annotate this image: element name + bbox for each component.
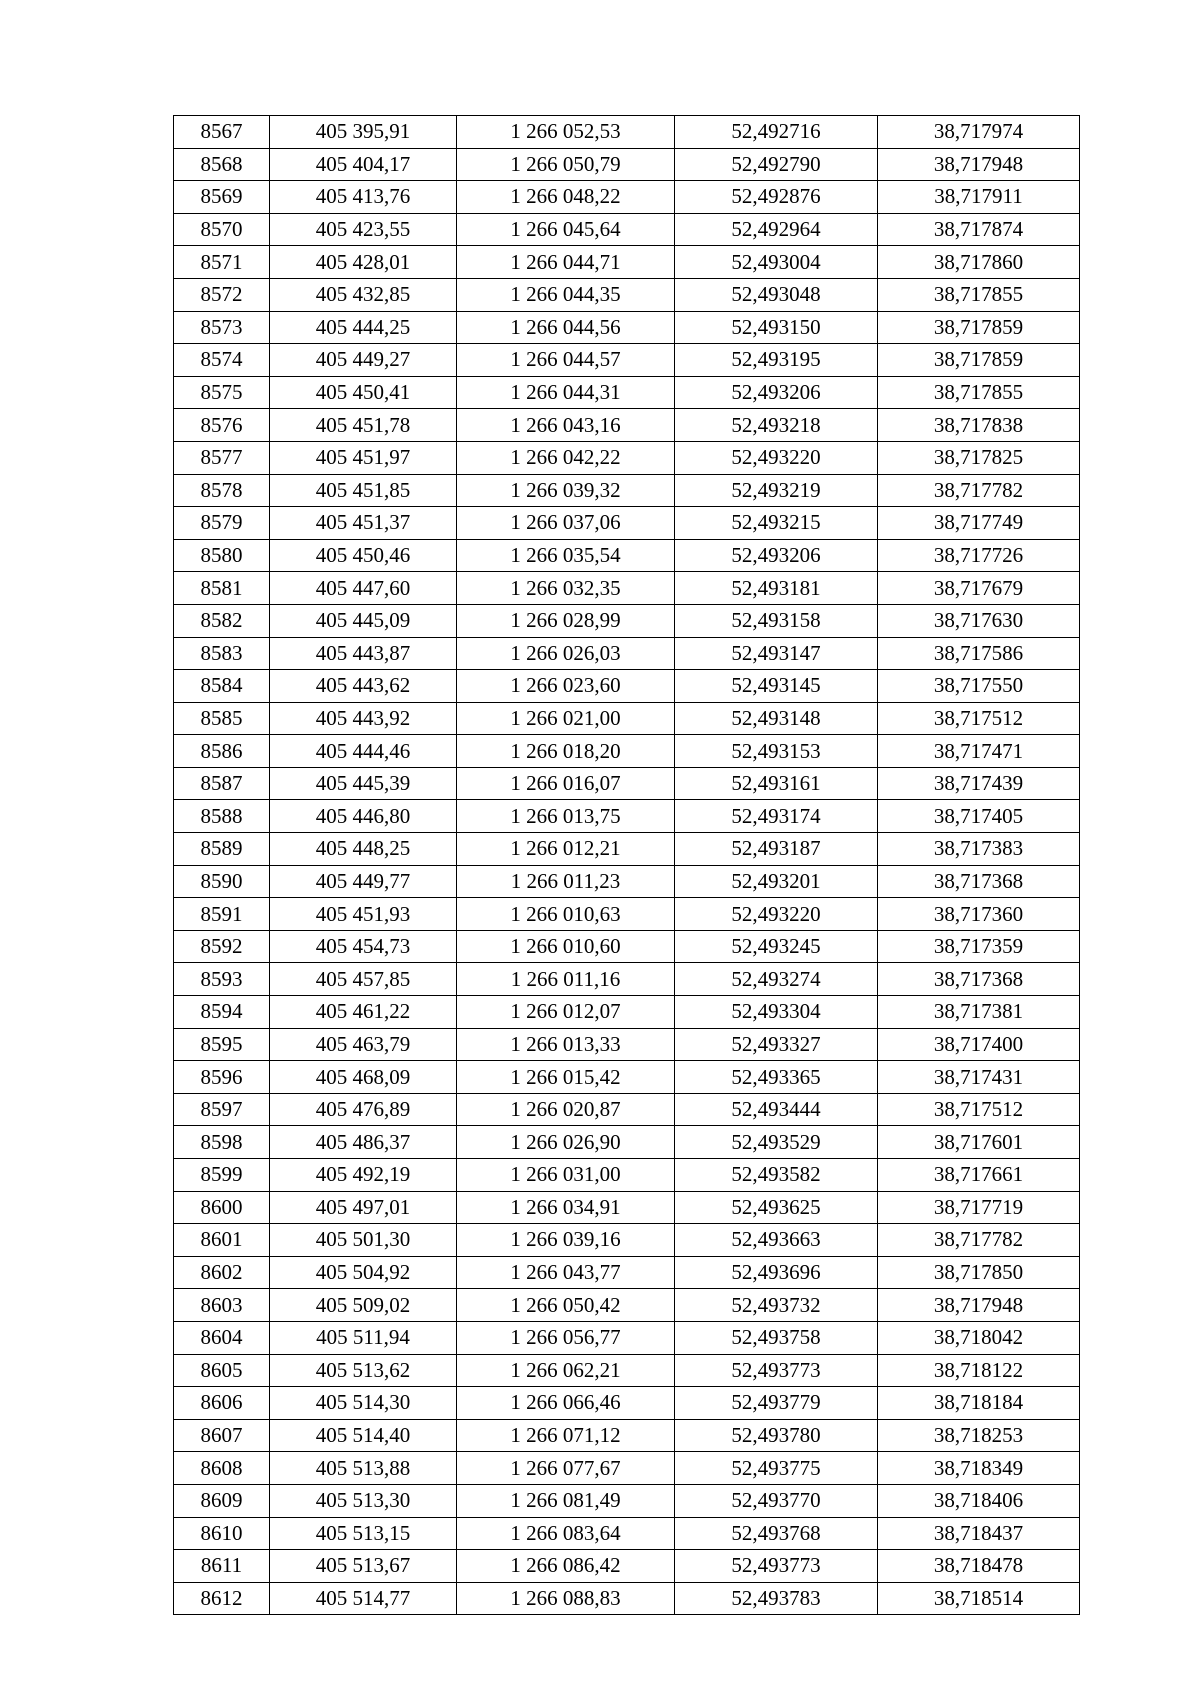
point-number-cell: 8594 xyxy=(174,996,270,1029)
table-row xyxy=(174,1224,1080,1257)
longitude-cell: 38,718042 xyxy=(878,1321,1080,1354)
latitude-cell: 52,493663 xyxy=(675,1224,878,1257)
table-row xyxy=(174,1321,1080,1354)
point-number-cell: 8597 xyxy=(174,1093,270,1126)
longitude-cell: 38,717630 xyxy=(878,604,1080,637)
y-coordinate-cell: 1 266 045,64 xyxy=(457,213,675,246)
y-coordinate-cell: 1 266 050,79 xyxy=(457,148,675,181)
x-coordinate-cell: 405 511,94 xyxy=(270,1321,457,1354)
y-coordinate-cell: 1 266 052,53 xyxy=(457,116,675,149)
table-row xyxy=(174,1028,1080,1061)
y-coordinate-cell: 1 266 044,35 xyxy=(457,278,675,311)
table-row xyxy=(174,637,1080,670)
point-number-cell: 8581 xyxy=(174,572,270,605)
table-row xyxy=(174,278,1080,311)
x-coordinate-cell: 405 443,87 xyxy=(270,637,457,670)
point-number-cell: 8608 xyxy=(174,1452,270,1485)
table-row xyxy=(174,996,1080,1029)
longitude-cell: 38,717859 xyxy=(878,311,1080,344)
longitude-cell: 38,718406 xyxy=(878,1484,1080,1517)
table-row xyxy=(174,702,1080,735)
point-number-cell: 8572 xyxy=(174,278,270,311)
y-coordinate-cell: 1 266 037,06 xyxy=(457,507,675,540)
latitude-cell: 52,493195 xyxy=(675,344,878,377)
y-coordinate-cell: 1 266 035,54 xyxy=(457,539,675,572)
x-coordinate-cell: 405 443,92 xyxy=(270,702,457,735)
point-number-cell: 8588 xyxy=(174,800,270,833)
table-row xyxy=(174,1159,1080,1192)
latitude-cell: 52,493145 xyxy=(675,670,878,703)
table-row xyxy=(174,1289,1080,1322)
table-row xyxy=(174,1191,1080,1224)
longitude-cell: 38,717439 xyxy=(878,767,1080,800)
point-number-cell: 8599 xyxy=(174,1159,270,1192)
y-coordinate-cell: 1 266 028,99 xyxy=(457,604,675,637)
x-coordinate-cell: 405 451,97 xyxy=(270,441,457,474)
latitude-cell: 52,493150 xyxy=(675,311,878,344)
y-coordinate-cell: 1 266 031,00 xyxy=(457,1159,675,1192)
point-number-cell: 8602 xyxy=(174,1256,270,1289)
longitude-cell: 38,718478 xyxy=(878,1550,1080,1583)
x-coordinate-cell: 405 457,85 xyxy=(270,963,457,996)
longitude-cell: 38,717679 xyxy=(878,572,1080,605)
table-row xyxy=(174,148,1080,181)
table-row xyxy=(174,604,1080,637)
table-row xyxy=(174,311,1080,344)
longitude-cell: 38,717948 xyxy=(878,1289,1080,1322)
y-coordinate-cell: 1 266 071,12 xyxy=(457,1419,675,1452)
longitude-cell: 38,718437 xyxy=(878,1517,1080,1550)
longitude-cell: 38,717586 xyxy=(878,637,1080,670)
point-number-cell: 8571 xyxy=(174,246,270,279)
longitude-cell: 38,717360 xyxy=(878,898,1080,931)
table-row xyxy=(174,1354,1080,1387)
latitude-cell: 52,493161 xyxy=(675,767,878,800)
latitude-cell: 52,493274 xyxy=(675,963,878,996)
x-coordinate-cell: 405 444,46 xyxy=(270,735,457,768)
latitude-cell: 52,493775 xyxy=(675,1452,878,1485)
table-row xyxy=(174,1484,1080,1517)
table-row xyxy=(174,735,1080,768)
longitude-cell: 38,717749 xyxy=(878,507,1080,540)
longitude-cell: 38,717855 xyxy=(878,376,1080,409)
y-coordinate-cell: 1 266 018,20 xyxy=(457,735,675,768)
latitude-cell: 52,493004 xyxy=(675,246,878,279)
point-number-cell: 8601 xyxy=(174,1224,270,1257)
latitude-cell: 52,493147 xyxy=(675,637,878,670)
table-row xyxy=(174,344,1080,377)
point-number-cell: 8593 xyxy=(174,963,270,996)
longitude-cell: 38,717782 xyxy=(878,1224,1080,1257)
point-number-cell: 8576 xyxy=(174,409,270,442)
point-number-cell: 8611 xyxy=(174,1550,270,1583)
y-coordinate-cell: 1 266 043,16 xyxy=(457,409,675,442)
x-coordinate-cell: 405 476,89 xyxy=(270,1093,457,1126)
point-number-cell: 8578 xyxy=(174,474,270,507)
latitude-cell: 52,492716 xyxy=(675,116,878,149)
table-row xyxy=(174,898,1080,931)
x-coordinate-cell: 405 446,80 xyxy=(270,800,457,833)
x-coordinate-cell: 405 451,85 xyxy=(270,474,457,507)
point-number-cell: 8606 xyxy=(174,1387,270,1420)
table-row xyxy=(174,1256,1080,1289)
table-row xyxy=(174,213,1080,246)
table-row xyxy=(174,767,1080,800)
point-number-cell: 8600 xyxy=(174,1191,270,1224)
latitude-cell: 52,493768 xyxy=(675,1517,878,1550)
longitude-cell: 38,717855 xyxy=(878,278,1080,311)
longitude-cell: 38,717948 xyxy=(878,148,1080,181)
longitude-cell: 38,717859 xyxy=(878,344,1080,377)
longitude-cell: 38,718253 xyxy=(878,1419,1080,1452)
table-row xyxy=(174,1093,1080,1126)
point-number-cell: 8604 xyxy=(174,1321,270,1354)
table-row xyxy=(174,1419,1080,1452)
y-coordinate-cell: 1 266 016,07 xyxy=(457,767,675,800)
table-row xyxy=(174,181,1080,214)
y-coordinate-cell: 1 266 062,21 xyxy=(457,1354,675,1387)
x-coordinate-cell: 405 451,78 xyxy=(270,409,457,442)
x-coordinate-cell: 405 514,40 xyxy=(270,1419,457,1452)
longitude-cell: 38,718349 xyxy=(878,1452,1080,1485)
table-row xyxy=(174,1387,1080,1420)
latitude-cell: 52,493245 xyxy=(675,930,878,963)
y-coordinate-cell: 1 266 011,16 xyxy=(457,963,675,996)
longitude-cell: 38,717400 xyxy=(878,1028,1080,1061)
table-row xyxy=(174,670,1080,703)
point-number-cell: 8567 xyxy=(174,116,270,149)
x-coordinate-cell: 405 514,30 xyxy=(270,1387,457,1420)
table-row xyxy=(174,507,1080,540)
latitude-cell: 52,493219 xyxy=(675,474,878,507)
latitude-cell: 52,493206 xyxy=(675,539,878,572)
latitude-cell: 52,492964 xyxy=(675,213,878,246)
point-number-cell: 8590 xyxy=(174,865,270,898)
longitude-cell: 38,717512 xyxy=(878,702,1080,735)
point-number-cell: 8569 xyxy=(174,181,270,214)
table-row xyxy=(174,246,1080,279)
point-number-cell: 8591 xyxy=(174,898,270,931)
y-coordinate-cell: 1 266 023,60 xyxy=(457,670,675,703)
x-coordinate-cell: 405 443,62 xyxy=(270,670,457,703)
x-coordinate-cell: 405 450,46 xyxy=(270,539,457,572)
x-coordinate-cell: 405 450,41 xyxy=(270,376,457,409)
x-coordinate-cell: 405 395,91 xyxy=(270,116,457,149)
latitude-cell: 52,493158 xyxy=(675,604,878,637)
table-row xyxy=(174,409,1080,442)
x-coordinate-cell: 405 449,27 xyxy=(270,344,457,377)
latitude-cell: 52,493582 xyxy=(675,1159,878,1192)
y-coordinate-cell: 1 266 010,63 xyxy=(457,898,675,931)
longitude-cell: 38,717368 xyxy=(878,963,1080,996)
latitude-cell: 52,493215 xyxy=(675,507,878,540)
longitude-cell: 38,717368 xyxy=(878,865,1080,898)
y-coordinate-cell: 1 266 077,67 xyxy=(457,1452,675,1485)
table-row xyxy=(174,1550,1080,1583)
x-coordinate-cell: 405 454,73 xyxy=(270,930,457,963)
longitude-cell: 38,717601 xyxy=(878,1126,1080,1159)
point-number-cell: 8577 xyxy=(174,441,270,474)
x-coordinate-cell: 405 513,15 xyxy=(270,1517,457,1550)
longitude-cell: 38,717661 xyxy=(878,1159,1080,1192)
table-row xyxy=(174,376,1080,409)
point-number-cell: 8598 xyxy=(174,1126,270,1159)
y-coordinate-cell: 1 266 083,64 xyxy=(457,1517,675,1550)
x-coordinate-cell: 405 504,92 xyxy=(270,1256,457,1289)
latitude-cell: 52,493773 xyxy=(675,1354,878,1387)
y-coordinate-cell: 1 266 086,42 xyxy=(457,1550,675,1583)
longitude-cell: 38,717825 xyxy=(878,441,1080,474)
longitude-cell: 38,717719 xyxy=(878,1191,1080,1224)
x-coordinate-cell: 405 509,02 xyxy=(270,1289,457,1322)
y-coordinate-cell: 1 266 011,23 xyxy=(457,865,675,898)
x-coordinate-cell: 405 447,60 xyxy=(270,572,457,605)
latitude-cell: 52,493625 xyxy=(675,1191,878,1224)
y-coordinate-cell: 1 266 034,91 xyxy=(457,1191,675,1224)
longitude-cell: 38,718122 xyxy=(878,1354,1080,1387)
x-coordinate-cell: 405 449,77 xyxy=(270,865,457,898)
table-row xyxy=(174,1061,1080,1094)
point-number-cell: 8579 xyxy=(174,507,270,540)
longitude-cell: 38,717359 xyxy=(878,930,1080,963)
point-number-cell: 8585 xyxy=(174,702,270,735)
longitude-cell: 38,717782 xyxy=(878,474,1080,507)
longitude-cell: 38,717874 xyxy=(878,213,1080,246)
table-row xyxy=(174,930,1080,963)
longitude-cell: 38,717383 xyxy=(878,833,1080,866)
y-coordinate-cell: 1 266 044,57 xyxy=(457,344,675,377)
table-row xyxy=(174,1452,1080,1485)
latitude-cell: 52,493220 xyxy=(675,898,878,931)
y-coordinate-cell: 1 266 039,16 xyxy=(457,1224,675,1257)
y-coordinate-cell: 1 266 043,77 xyxy=(457,1256,675,1289)
table-row xyxy=(174,116,1080,149)
y-coordinate-cell: 1 266 026,90 xyxy=(457,1126,675,1159)
y-coordinate-cell: 1 266 013,33 xyxy=(457,1028,675,1061)
point-number-cell: 8603 xyxy=(174,1289,270,1322)
y-coordinate-cell: 1 266 012,21 xyxy=(457,833,675,866)
y-coordinate-cell: 1 266 050,42 xyxy=(457,1289,675,1322)
longitude-cell: 38,717911 xyxy=(878,181,1080,214)
table-row xyxy=(174,833,1080,866)
x-coordinate-cell: 405 445,09 xyxy=(270,604,457,637)
table-row xyxy=(174,441,1080,474)
x-coordinate-cell: 405 501,30 xyxy=(270,1224,457,1257)
point-number-cell: 8595 xyxy=(174,1028,270,1061)
latitude-cell: 52,493770 xyxy=(675,1484,878,1517)
latitude-cell: 52,493304 xyxy=(675,996,878,1029)
y-coordinate-cell: 1 266 056,77 xyxy=(457,1321,675,1354)
longitude-cell: 38,717431 xyxy=(878,1061,1080,1094)
x-coordinate-cell: 405 486,37 xyxy=(270,1126,457,1159)
latitude-cell: 52,493220 xyxy=(675,441,878,474)
table-row xyxy=(174,474,1080,507)
latitude-cell: 52,493181 xyxy=(675,572,878,605)
point-number-cell: 8592 xyxy=(174,930,270,963)
point-number-cell: 8607 xyxy=(174,1419,270,1452)
table-row xyxy=(174,865,1080,898)
point-number-cell: 8574 xyxy=(174,344,270,377)
y-coordinate-cell: 1 266 026,03 xyxy=(457,637,675,670)
point-number-cell: 8612 xyxy=(174,1582,270,1615)
latitude-cell: 52,493048 xyxy=(675,278,878,311)
y-coordinate-cell: 1 266 088,83 xyxy=(457,1582,675,1615)
table-row xyxy=(174,963,1080,996)
longitude-cell: 38,717850 xyxy=(878,1256,1080,1289)
x-coordinate-cell: 405 423,55 xyxy=(270,213,457,246)
x-coordinate-cell: 405 514,77 xyxy=(270,1582,457,1615)
x-coordinate-cell: 405 513,62 xyxy=(270,1354,457,1387)
latitude-cell: 52,493773 xyxy=(675,1550,878,1583)
y-coordinate-cell: 1 266 032,35 xyxy=(457,572,675,605)
x-coordinate-cell: 405 461,22 xyxy=(270,996,457,1029)
latitude-cell: 52,493206 xyxy=(675,376,878,409)
latitude-cell: 52,493758 xyxy=(675,1321,878,1354)
latitude-cell: 52,493187 xyxy=(675,833,878,866)
table-row xyxy=(174,800,1080,833)
x-coordinate-cell: 405 445,39 xyxy=(270,767,457,800)
x-coordinate-cell: 405 513,88 xyxy=(270,1452,457,1485)
latitude-cell: 52,493696 xyxy=(675,1256,878,1289)
x-coordinate-cell: 405 492,19 xyxy=(270,1159,457,1192)
latitude-cell: 52,493780 xyxy=(675,1419,878,1452)
point-number-cell: 8575 xyxy=(174,376,270,409)
x-coordinate-cell: 405 448,25 xyxy=(270,833,457,866)
point-number-cell: 8587 xyxy=(174,767,270,800)
longitude-cell: 38,717550 xyxy=(878,670,1080,703)
y-coordinate-cell: 1 266 010,60 xyxy=(457,930,675,963)
y-coordinate-cell: 1 266 020,87 xyxy=(457,1093,675,1126)
point-number-cell: 8568 xyxy=(174,148,270,181)
x-coordinate-cell: 405 513,30 xyxy=(270,1484,457,1517)
y-coordinate-cell: 1 266 042,22 xyxy=(457,441,675,474)
latitude-cell: 52,493365 xyxy=(675,1061,878,1094)
point-number-cell: 8570 xyxy=(174,213,270,246)
y-coordinate-cell: 1 266 015,42 xyxy=(457,1061,675,1094)
latitude-cell: 52,493153 xyxy=(675,735,878,768)
y-coordinate-cell: 1 266 012,07 xyxy=(457,996,675,1029)
latitude-cell: 52,493529 xyxy=(675,1126,878,1159)
table-row xyxy=(174,572,1080,605)
x-coordinate-cell: 405 451,37 xyxy=(270,507,457,540)
y-coordinate-cell: 1 266 048,22 xyxy=(457,181,675,214)
table-row xyxy=(174,1126,1080,1159)
table-row xyxy=(174,1582,1080,1615)
latitude-cell: 52,493148 xyxy=(675,702,878,735)
x-coordinate-cell: 405 463,79 xyxy=(270,1028,457,1061)
table-row xyxy=(174,1517,1080,1550)
longitude-cell: 38,717838 xyxy=(878,409,1080,442)
x-coordinate-cell: 405 444,25 xyxy=(270,311,457,344)
latitude-cell: 52,493327 xyxy=(675,1028,878,1061)
latitude-cell: 52,493174 xyxy=(675,800,878,833)
longitude-cell: 38,718514 xyxy=(878,1582,1080,1615)
longitude-cell: 38,718184 xyxy=(878,1387,1080,1420)
latitude-cell: 52,493783 xyxy=(675,1582,878,1615)
longitude-cell: 38,717471 xyxy=(878,735,1080,768)
point-number-cell: 8573 xyxy=(174,311,270,344)
x-coordinate-cell: 405 468,09 xyxy=(270,1061,457,1094)
latitude-cell: 52,493444 xyxy=(675,1093,878,1126)
y-coordinate-cell: 1 266 044,31 xyxy=(457,376,675,409)
y-coordinate-cell: 1 266 013,75 xyxy=(457,800,675,833)
coordinates-table-body xyxy=(174,116,1080,1615)
point-number-cell: 8580 xyxy=(174,539,270,572)
y-coordinate-cell: 1 266 081,49 xyxy=(457,1484,675,1517)
longitude-cell: 38,717726 xyxy=(878,539,1080,572)
point-number-cell: 8596 xyxy=(174,1061,270,1094)
y-coordinate-cell: 1 266 066,46 xyxy=(457,1387,675,1420)
y-coordinate-cell: 1 266 021,00 xyxy=(457,702,675,735)
x-coordinate-cell: 405 451,93 xyxy=(270,898,457,931)
latitude-cell: 52,492876 xyxy=(675,181,878,214)
point-number-cell: 8589 xyxy=(174,833,270,866)
point-number-cell: 8605 xyxy=(174,1354,270,1387)
x-coordinate-cell: 405 413,76 xyxy=(270,181,457,214)
longitude-cell: 38,717405 xyxy=(878,800,1080,833)
y-coordinate-cell: 1 266 039,32 xyxy=(457,474,675,507)
x-coordinate-cell: 405 404,17 xyxy=(270,148,457,181)
point-number-cell: 8586 xyxy=(174,735,270,768)
longitude-cell: 38,717512 xyxy=(878,1093,1080,1126)
x-coordinate-cell: 405 513,67 xyxy=(270,1550,457,1583)
longitude-cell: 38,717860 xyxy=(878,246,1080,279)
longitude-cell: 38,717381 xyxy=(878,996,1080,1029)
latitude-cell: 52,493218 xyxy=(675,409,878,442)
y-coordinate-cell: 1 266 044,56 xyxy=(457,311,675,344)
longitude-cell: 38,717974 xyxy=(878,116,1080,149)
x-coordinate-cell: 405 497,01 xyxy=(270,1191,457,1224)
latitude-cell: 52,492790 xyxy=(675,148,878,181)
x-coordinate-cell: 405 432,85 xyxy=(270,278,457,311)
point-number-cell: 8610 xyxy=(174,1517,270,1550)
point-number-cell: 8583 xyxy=(174,637,270,670)
point-number-cell: 8582 xyxy=(174,604,270,637)
x-coordinate-cell: 405 428,01 xyxy=(270,246,457,279)
table-row xyxy=(174,539,1080,572)
y-coordinate-cell: 1 266 044,71 xyxy=(457,246,675,279)
latitude-cell: 52,493201 xyxy=(675,865,878,898)
latitude-cell: 52,493779 xyxy=(675,1387,878,1420)
point-number-cell: 8584 xyxy=(174,670,270,703)
point-number-cell: 8609 xyxy=(174,1484,270,1517)
latitude-cell: 52,493732 xyxy=(675,1289,878,1322)
coordinates-table xyxy=(173,115,1080,1615)
